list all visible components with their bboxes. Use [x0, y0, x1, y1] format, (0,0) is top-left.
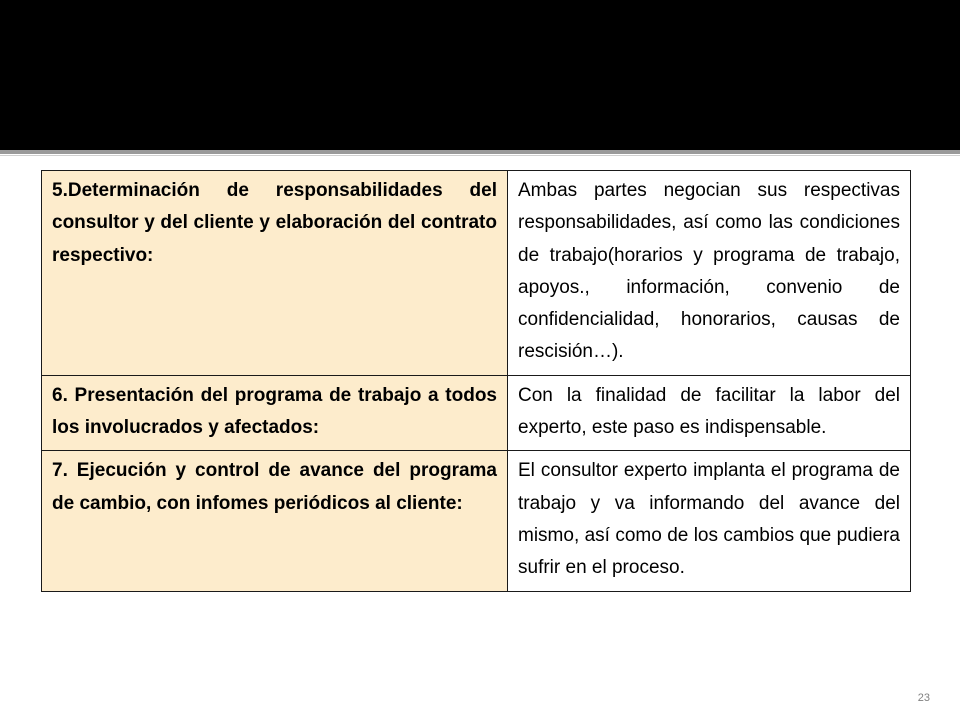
description-cell: El consultor experto implanta el programa de trabajo y va informando del avance del mismo, así como de los cambios que pudiera sufrir en el proceso. [508, 451, 911, 591]
table-row [42, 171, 911, 376]
step-cell: 7. Ejecución y control de avance del programa de cambio, con infomes periódicos al cliente: [42, 451, 508, 591]
header-divider-thin [0, 155, 960, 156]
title-bar [0, 0, 960, 150]
table-row [42, 451, 911, 591]
table-row [42, 375, 911, 451]
header-divider [0, 150, 960, 154]
process-steps-table [41, 170, 911, 592]
step-cell: 6. Presentación del programa de trabajo a todos los involucrados y afectados: [42, 375, 508, 451]
page-number: 23 [917, 692, 930, 704]
step-cell: 5.Determinación de responsabilidades del consultor y del cliente y elaboración del contrato respectivo: [42, 171, 508, 376]
description-cell: Ambas partes negocian sus respectivas responsabilidades, así como las condiciones de trabajo(horarios y programa de trabajo, apoyos., información, convenio de confidencialidad, honorarios, causas de rescisión…). [508, 171, 911, 376]
description-cell: Con la finalidad de facilitar la labor del experto, este paso es indispensable. [508, 375, 911, 451]
